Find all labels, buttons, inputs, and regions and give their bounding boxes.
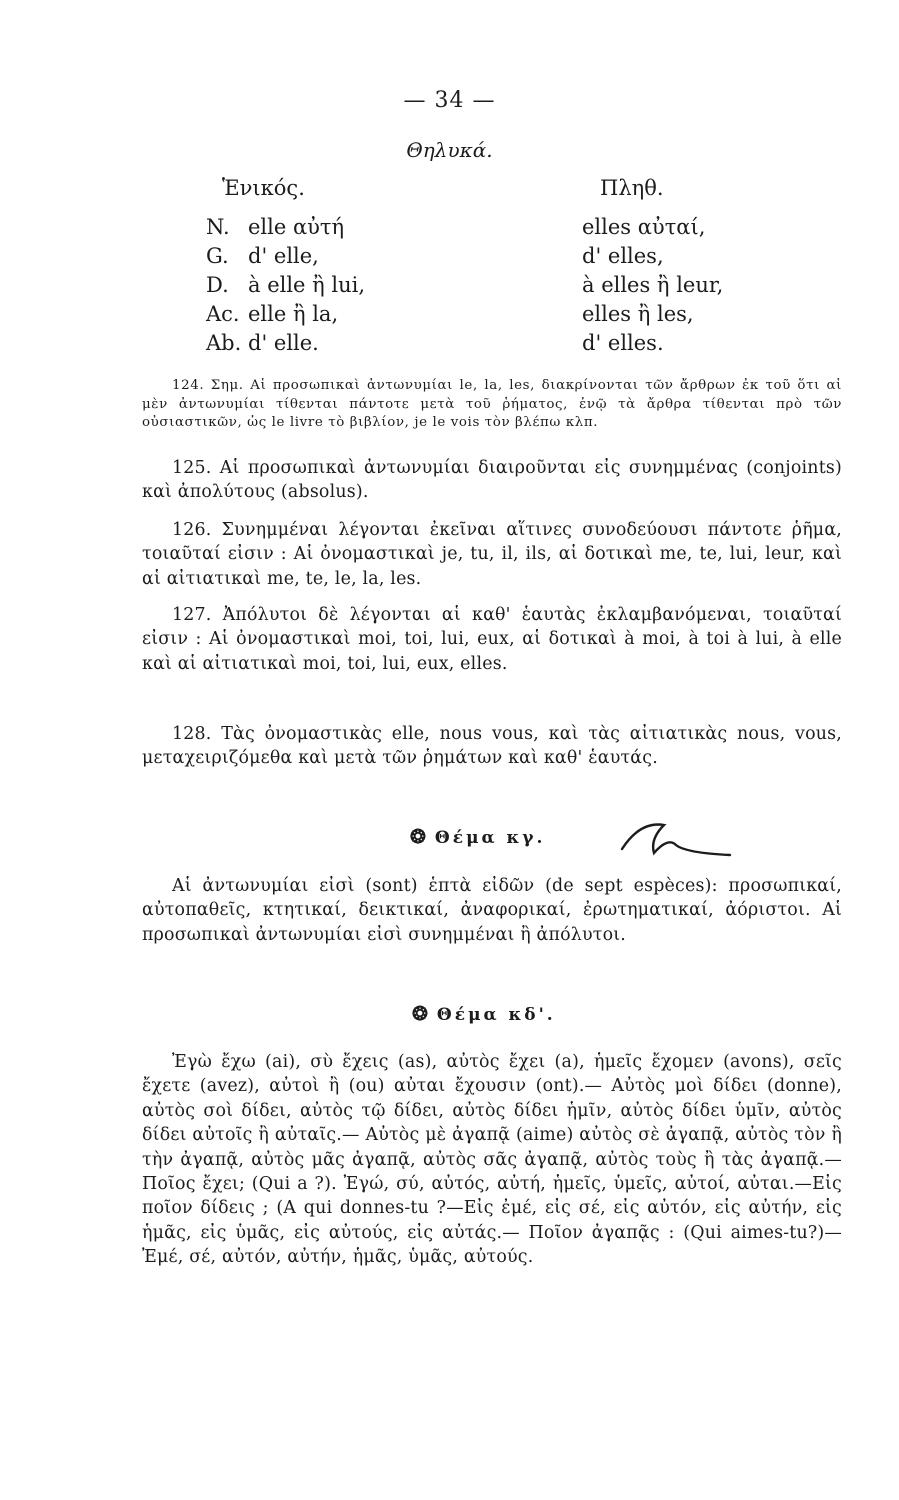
declension-row [206, 300, 365, 329]
plural-form: elles ἢ les, [582, 302, 694, 326]
paragraph-128: 128. Τὰς ὀνομαστικὰς elle, nous vous, καὶ τὰς αἰτιατικὰς nous, vous, μεταχειριζόμεθα καὶ μετὰ τῶν ῥημάτων καὶ καθ' ἑαυτάς. [142, 724, 842, 769]
plural-column [582, 213, 723, 358]
singular-form: elle ἢ la, [248, 302, 339, 326]
theme-23-title: ❂ Θέμα κγ. [410, 826, 546, 848]
singular-title: Ἑνικός. [222, 176, 305, 200]
singular-form: à elle ἢ lui, [248, 273, 366, 297]
paragraph-126: 126. Συνημμέναι λέγονται ἐκεῖναι αἵτινες συνοδεύουσι πάντοτε ῥῆμα, τοιαῦταί εἰσιν : Αἱ ὀνομαστικαὶ je, tu, il, ils, αἱ δοτικαὶ me, te, lui, leur, καὶ αἱ αἰτιατικαὶ me, te, le, la, les. [142, 520, 842, 589]
paragraph-127: 127. Ἀπόλυτοι δὲ λέγονται αἱ καθ' ἑαυτὰς ἐκλαμβανόμεναι, τοιαῦταί εἰσιν : Αἱ ὀνομαστικαὶ moi, toi, lui, eux, αἱ δοτικαὶ à moi, à toi à lui, à elle καὶ αἱ αἰτιατικαὶ moi, toi, lui, eux, elles. [142, 605, 842, 674]
note-124: 124. Σημ. Αἱ προσωπικαὶ ἀντωνυμίαι le, la, les, διακρίνονται τῶν ἄρθρων ἐκ τοῦ ὅτι αἱ μὲν ἀντωνυμίαι τίθενται πάντοτε μετὰ τοῦ ῥήματος, ἐνῷ τὰ ἄρθρα τίθενται πρὸ τῶν οὐσιαστικῶν, ὡς le livre τὸ βιβλίον, je le vois τὸν βλέπω κλπ. [142, 378, 842, 431]
declension-row [206, 329, 365, 358]
declension-row [206, 242, 365, 271]
singular-form: d' elle, [248, 244, 319, 268]
case-label: G. [206, 244, 229, 268]
ornament-icon: ❂ [410, 826, 429, 848]
declension-row [206, 271, 365, 300]
case-label: D. [206, 273, 229, 297]
plural-title: Πληθ. [600, 176, 664, 200]
handwritten-mark [620, 815, 740, 865]
plural-form: à elles ἢ leur, [582, 273, 724, 297]
paragraph-125: 125. Αἱ προσωπικαὶ ἀντωνυμίαι διαιροῦνται εἰς συνημμένας (conjoints) καὶ ἀπολύτους (absolus). [142, 458, 842, 503]
singular-column [206, 213, 365, 358]
singular-form: elle αὐτή [248, 215, 345, 239]
plural-form: elles αὐταί, [582, 215, 706, 239]
ornament-icon: ❂ [412, 1003, 431, 1025]
theme-24-title: ❂ Θέμα κδ'. [412, 1003, 556, 1025]
gender-title: Θηλυκά. [406, 138, 493, 162]
case-label: Ac. [206, 302, 240, 326]
theme-23-text: Αἱ ἀντωνυμίαι εἰσὶ (sont) ἑπτὰ εἰδῶν (de sept espèces): προσωπικαί, αὐτοπαθεῖς, κτητικαί, δεικτικαί, ἀναφορικαί, ἐρωτηματικαί, ἀόριστοι. Αἱ προσωπικαὶ ἀντωνυμίαι εἰσὶ συνημμέναι ἢ ἀπόλυτοι. [142, 876, 842, 945]
case-label: Ab. [206, 331, 242, 355]
singular-form: d' elle. [248, 331, 319, 355]
plural-form: d' elles, [582, 244, 664, 268]
declension-row [206, 213, 365, 242]
case-label: N. [206, 215, 230, 239]
theme-24-text: Ἐγὼ ἔχω (ai), σὺ ἔχεις (as), αὐτὸς ἔχει (a), ἡμεῖς ἔχομεν (avons), σεῖς ἔχετε (avez), αὐτοὶ ἢ (ou) αὐται ἔχουσιν (ont).— Αὐτὸς μοὶ δίδει (donne), αὐτὸς σοὶ δίδει, αὐτὸς τῷ δίδει, αὐτὸς δίδει ἡμῖν, αὐτὸς δίδει ὑμῖν, αὐτὸς δίδει αὐτοῖς ἢ αὐταῖς.— Αὐτὸς μὲ ἀγαπᾷ (aime) αὐτὸς σὲ ἀγαπᾷ, αὐτὸς τὸν ἢ τὴν ἀγαπᾷ, αὐτὸς μᾶς ἀγαπᾷ, αὐτὸς σᾶς ἀγαπᾷ, αὐτὸς τοὺς ἢ τὰς ἀγαπᾷ.—Ποῖος ἔχει; (Qui a ?). Ἐγώ, σύ, αὐτός, αὐτή, ἡμεῖς, ὑμεῖς, αὐτοί, αὐται.—Εἰς ποῖον δίδεις ; (A qui donnes-tu ?—Εἰς ἐμέ, εἰς σέ, εἰς αὐτόν, εἰς αὐτήν, εἰς ἡμᾶς, εἰς ὑμᾶς, εἰς αὐτούς, εἰς αὐτάς.— Ποῖον ἀγαπᾷς : (Qui aimes-tu?)—Ἐμέ, σέ, αὐτόν, αὐτήν, ἡμᾶς, ὑμᾶς, αὐτούς. [142, 1052, 842, 1268]
plural-form: d' elles. [582, 331, 664, 355]
page-number: — 34 — [403, 88, 496, 113]
